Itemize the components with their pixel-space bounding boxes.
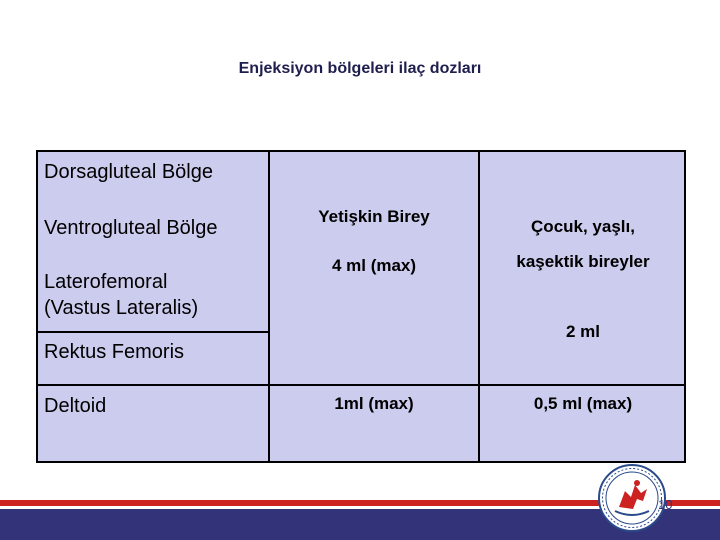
slide-title: Enjeksiyon bölgeleri ilaç dozları <box>238 60 482 77</box>
child-dose-deltoid: 0,5 ml (max) <box>533 394 633 413</box>
region-vastus-lateralis: (Vastus Lateralis) <box>44 297 199 319</box>
university-seal-icon <box>597 463 667 533</box>
region-laterofemoral: Laterofemoral <box>44 271 168 293</box>
child-header-line2: kaşektik bireyler <box>516 252 650 271</box>
adult-header: Yetişkin Birey <box>318 207 430 226</box>
row-divider <box>38 331 270 333</box>
dose-table <box>36 150 686 463</box>
region-rektus-femoris: Rektus Femoris <box>44 341 185 363</box>
row-divider <box>38 384 684 386</box>
page-number: 10 <box>658 497 673 512</box>
region-ventrogluteal: Ventrogluteal Bölge <box>44 217 218 239</box>
child-header-line1: Çocuk, yaşlı, <box>531 217 635 236</box>
child-dose-main: 2 ml <box>565 322 601 341</box>
region-deltoid: Deltoid <box>44 395 107 417</box>
adult-dose-main: 4 ml (max) <box>331 256 417 275</box>
region-dorsagluteal: Dorsagluteal Bölge <box>44 161 213 183</box>
adult-dose-deltoid: 1ml (max) <box>334 394 414 413</box>
